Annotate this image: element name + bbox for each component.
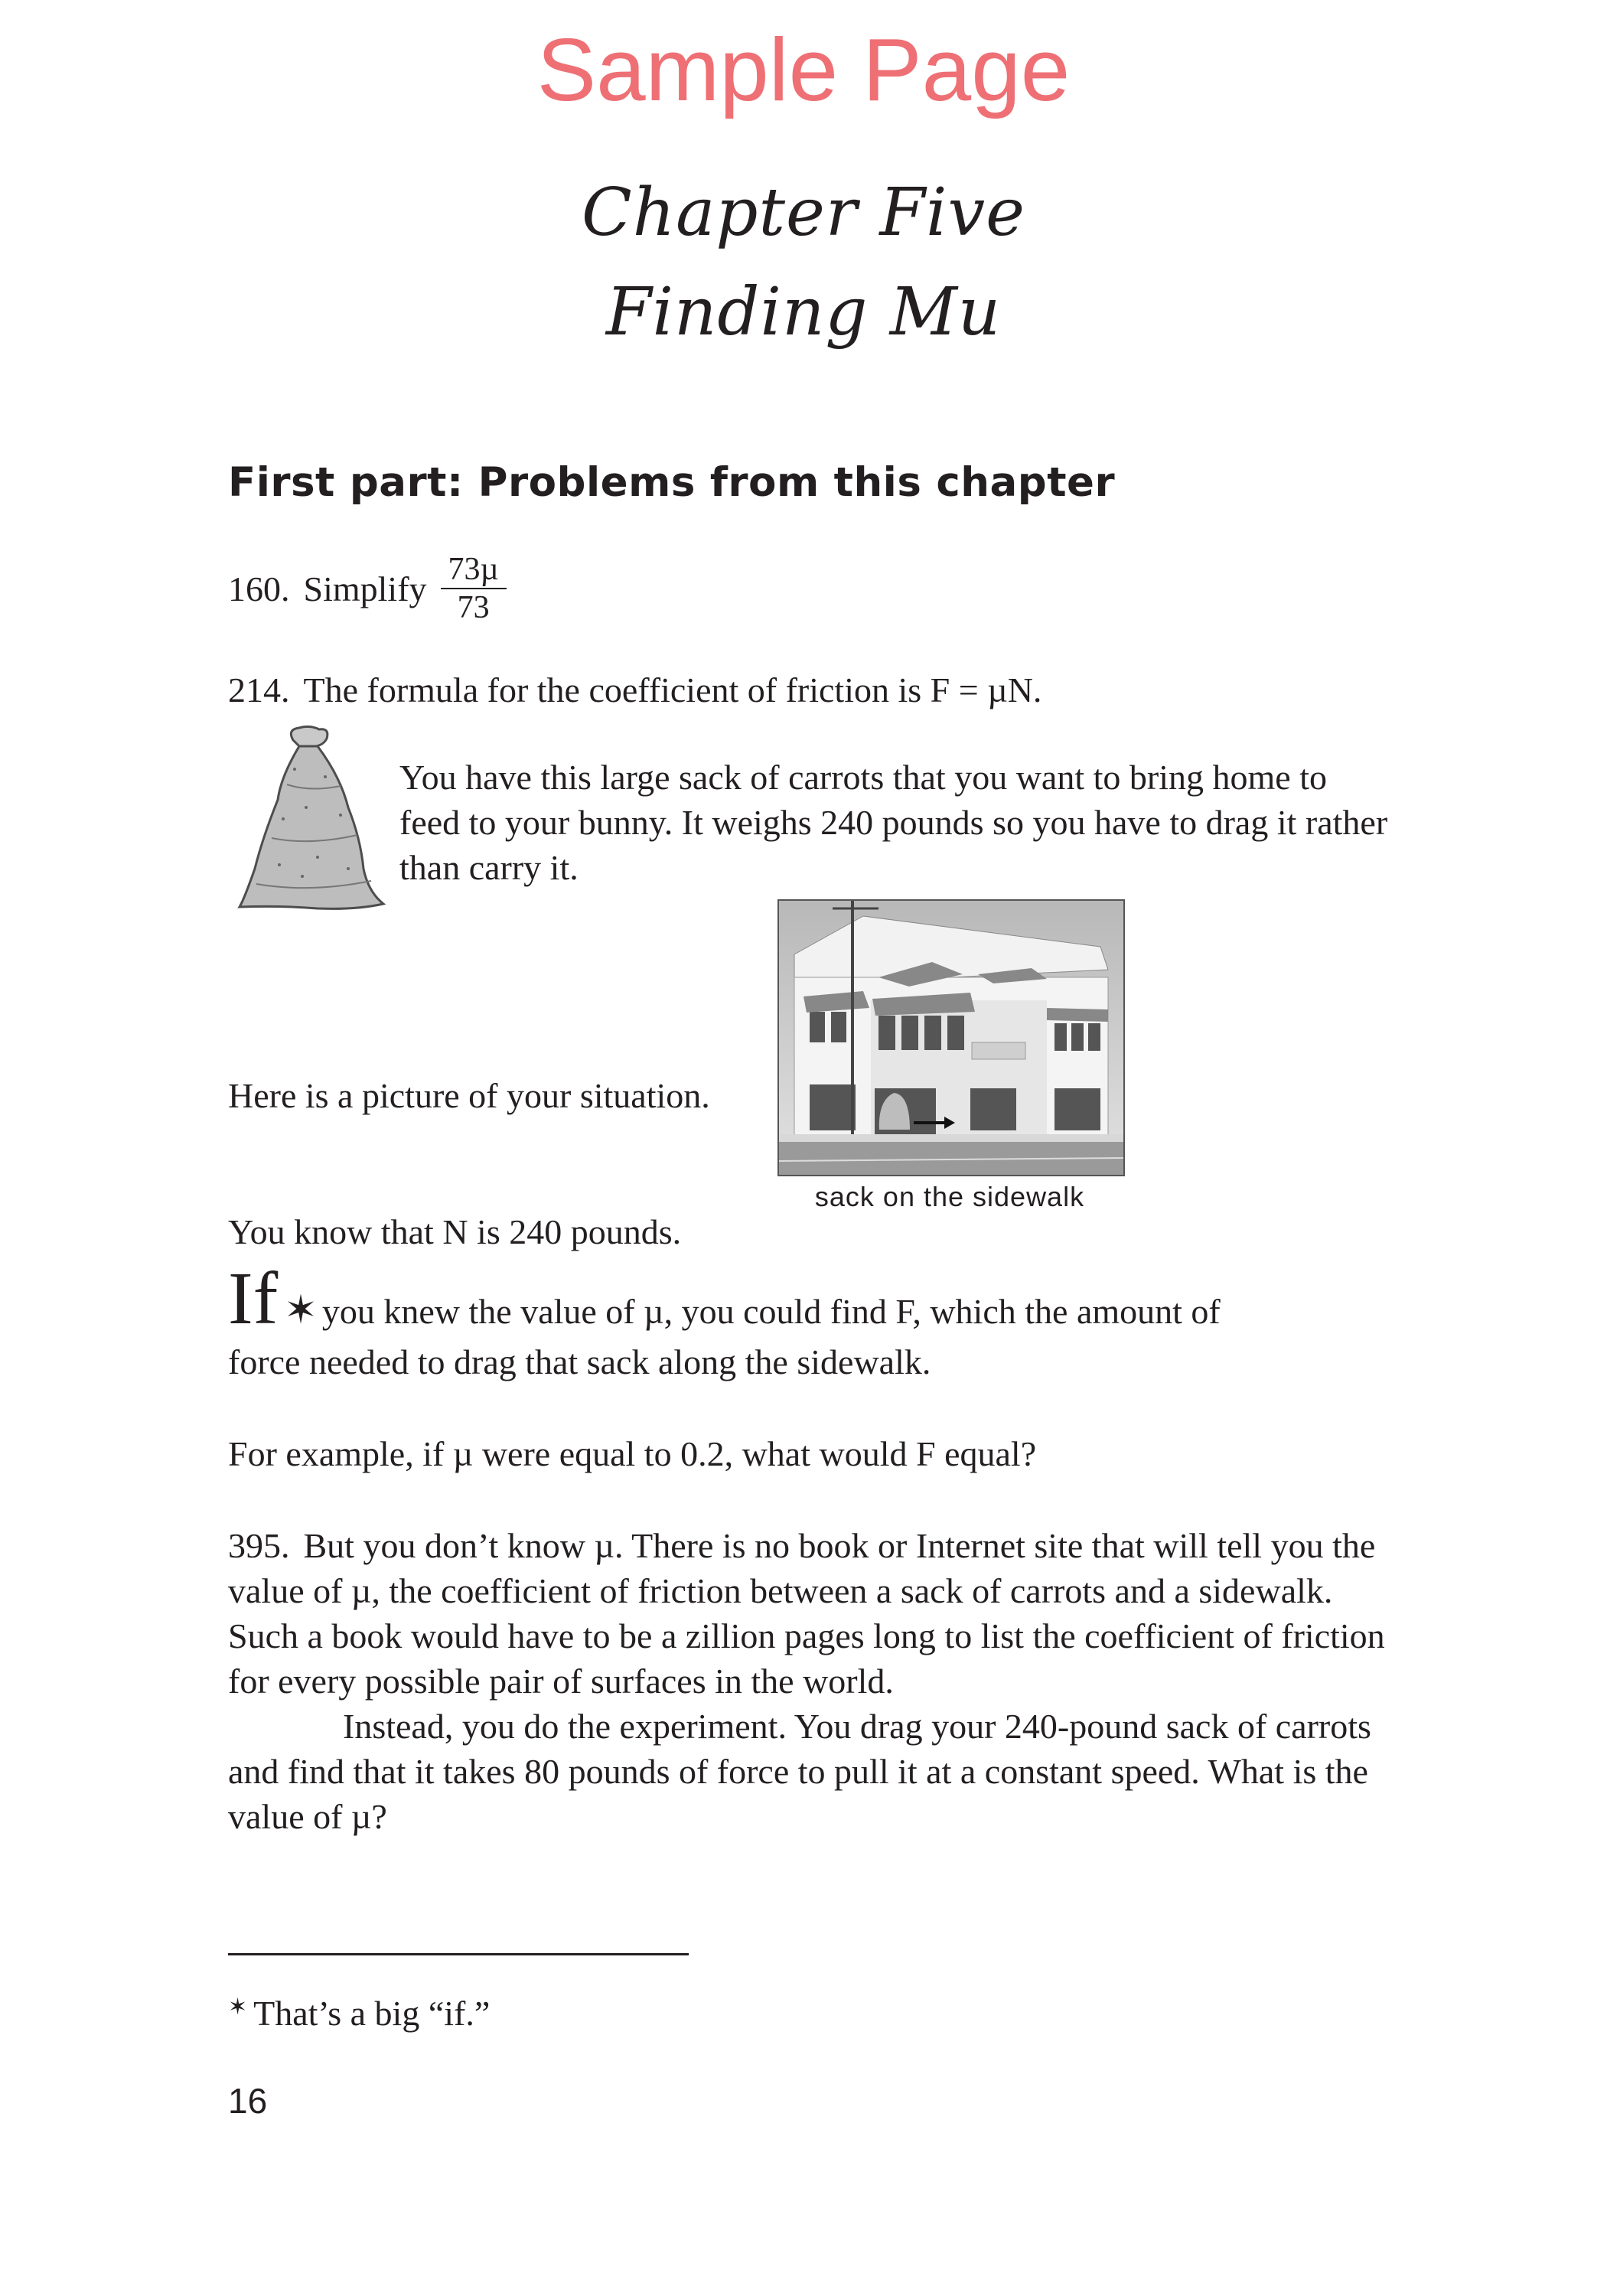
footnote-star-icon: ✶ [284,1289,318,1332]
building-photo [777,899,1125,1176]
if-text: you knew the value of µ, you could find F, which the amount of [321,1292,1221,1331]
if-paragraph [228,1257,1407,1384]
problem-214-body: You have this large sack of carrots that you want to bring home to feed to your bunny. It weighs 240 pounds so you have to drag it rather than carry it. [399,758,1388,887]
problem-number: 160. [228,569,290,608]
footnote-text: That’s a big “if.” [253,1994,491,2033]
fraction [441,553,507,625]
building-photo-icon [779,901,1123,1175]
footnote-star-icon: ✶ [228,1994,248,2020]
footnote [228,1993,490,2033]
photo-caption: sack on the sidewalk [814,1181,1085,1212]
problem-text: But you don’t know µ. There is no book or Internet site that will tell you the value of µ, the coefficient of friction between a sack of carrots and a sidewalk. Such a book would have to be a zillion pages long to list the coefficient of friction for every possible pair of surfaces in the world. [228,1526,1385,1701]
footnote-divider [228,1953,689,1955]
sample-page-watermark: Sample Page [536,20,1071,119]
problem-text: The formula for the coefficient of friction is F = µN. [303,670,1042,709]
known-value-text: You know that N is 240 pounds. [228,1212,682,1251]
problem-number: 214. [228,670,290,709]
chapter-subtitle: Finding Mu [605,274,1002,351]
chapter-title: Chapter Five [581,174,1026,251]
fraction-numerator: 73µ [441,553,507,589]
fraction-denominator: 73 [457,590,490,625]
page-number: 16 [228,2081,268,2121]
situation-text: Here is a picture of your situation. [228,1076,710,1115]
sack-illustration-icon [233,723,386,915]
problem-number: 395. [228,1526,290,1565]
if-text-continued: force needed to drag that sack along the sidewalk. [228,1342,931,1381]
problem-214-intro [228,667,1041,713]
problem-160 [228,553,507,625]
drop-cap-if: If [228,1257,279,1340]
problem-text: Simplify [303,569,427,608]
problem-text-continued: Instead, you do the experiment. You drag your 240-pound sack of carrots and find that it takes 80 pounds of force to pull it at a constant speed. What is the value of µ? [228,1707,1371,1836]
section-heading: First part: Problems from this chapter [228,459,1116,506]
problem-395 [228,1523,1407,1839]
example-question: For example, if µ were equal to 0.2, what would F equal? [228,1434,1037,1473]
